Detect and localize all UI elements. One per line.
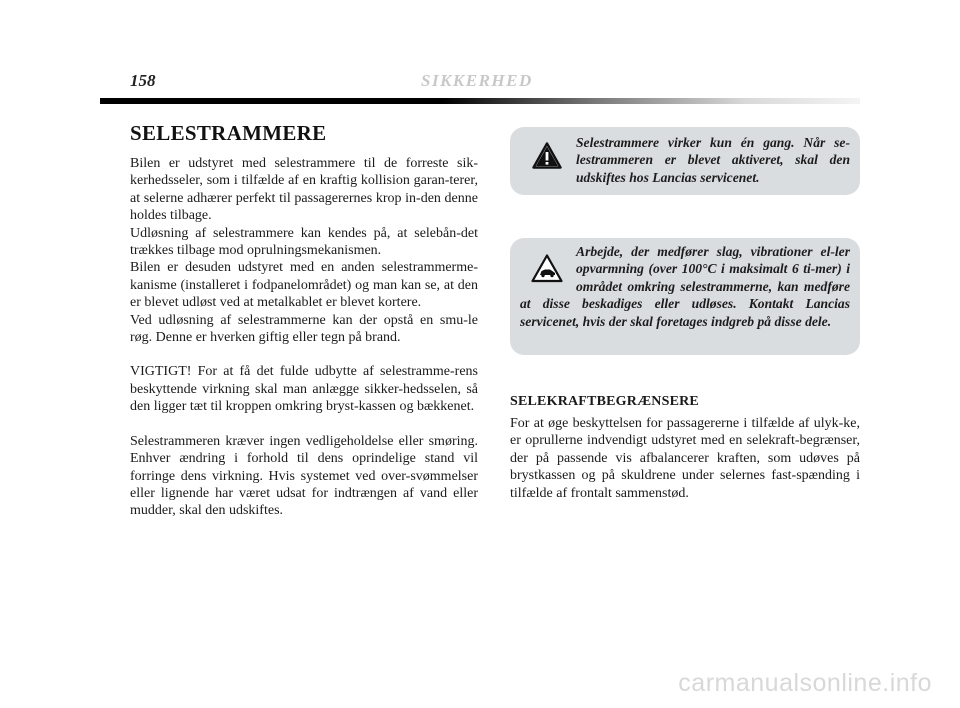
paragraph-second-mechanism: Bilen er desuden udstyret med en anden selestrammerme-kanisme (installeret i fodpanelområdet) og man kan se, at den er blevet udløst ved at metalkablet er blevet kortere. <box>130 260 478 311</box>
left-column <box>130 155 478 520</box>
header-rule <box>100 98 860 104</box>
paragraph-smoke: Ved udløsning af selestrammerne kan der opstå en smu-le røg. Denne er hverken giftig eller tegn på brand. <box>130 312 478 346</box>
caution-note-text: Arbejde, der medfører slag, vibrationer el-ler opvarmning (over 100°C i maksimalt 6 ti-mer) i området omkring selestrammerne, kan medføre at disse beskadiges eller udløses. Kontakt Lancias servicenet, hvis der skal foretages indgreb på disse dele. <box>520 244 850 329</box>
section-title: SIKKERHED <box>421 71 533 90</box>
main-heading: SELESTRAMMERE <box>130 121 327 145</box>
paragraph-important: VIGTIGT! For at få det fulde udbytte af selestramme-rens beskyttende virkning skal man anlægge sikker-hedsselen, så den ligger tæt til kroppen omkring bryst-kassen og bækkenet. <box>130 364 478 415</box>
car-caution-icon <box>520 243 574 293</box>
watermark: carmanualsonline.info <box>678 669 932 697</box>
selekraft-heading: SELEKRAFTBEGRÆNSERE <box>510 394 699 409</box>
caution-note <box>510 238 860 355</box>
paragraph-intro: Bilen er udstyret med selestrammere til de forreste sik-kerhedsseler, som i tilfælde af en kraftig kollision garan-terer, at selerne adhærer perfekt til passagerernes krop in-den denne holdes tilbage. <box>130 156 478 224</box>
warning-triangle-icon <box>520 134 574 176</box>
page-number: 158 <box>130 71 156 90</box>
paragraph-release: Udløsning af selestrammere kan kendes på, at selebån-det trækkes tilbage mod oprulningsmekanismen. <box>130 225 478 259</box>
selekraft-body: For at øge beskyttelsen for passagererne i tilfælde af ulyk-ke, er oprullerne indvendigt udstyret med en selekraft-begrænser, der på passende vis afbalancerer kraften, som udøves på brystkassen og på skuldrene under selernes fast-spænding i tilfælde af frontalt sammenstød. <box>510 416 860 501</box>
paragraph-maintenance: Selestrammeren kræver ingen vedligeholdelse eller smøring. Enhver ændring i forhold til dens oprindelige stand vil forringe dens virkning. Hvis systemet ved over-svømmelser eller lignende har været udsat for indtrængen af vand eller mudder, skal den udskiftes. <box>130 433 478 519</box>
warning-note <box>510 127 860 195</box>
warning-note-text: Selestrammere virker kun én gang. Når se-lestrammeren er blevet aktiveret, skal den udskiftes hos Lancias servicenet. <box>576 135 850 185</box>
